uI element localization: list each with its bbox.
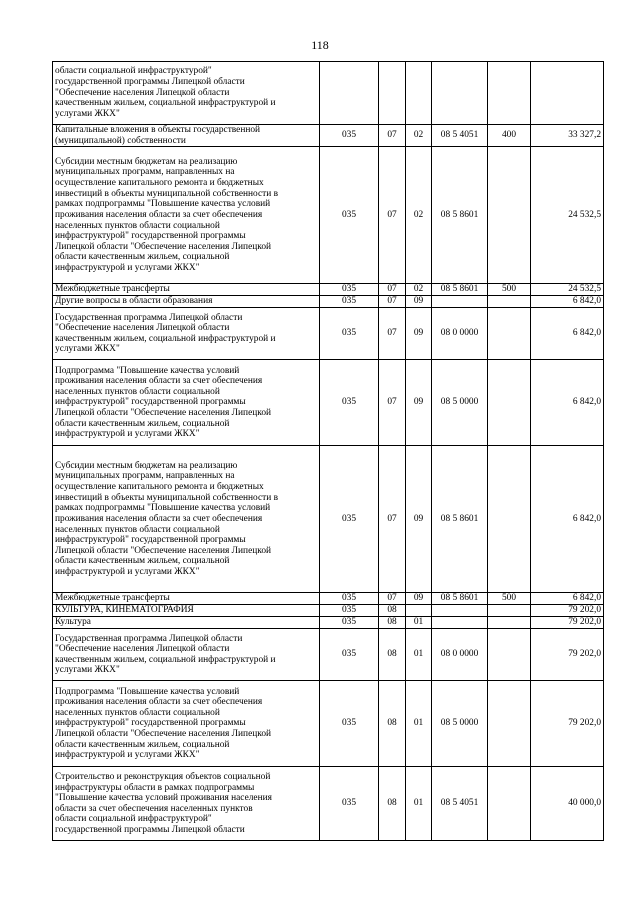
row-target-article: 08 5 4051 [432, 767, 488, 841]
row-expense-type: 400 [488, 125, 531, 147]
row-name: Другие вопросы в области образования [53, 296, 320, 308]
row-subsection: 01 [406, 617, 432, 629]
row-amount: 79 202,0 [531, 617, 604, 629]
row-target-article: 08 5 8601 [432, 147, 488, 284]
row-target-article: 08 5 0000 [432, 681, 488, 767]
row-subsection: 01 [406, 629, 432, 681]
row-target-article [432, 296, 488, 308]
row-amount: 6 842,0 [531, 308, 604, 360]
row-section: 07 [379, 446, 406, 593]
row-section [379, 62, 406, 125]
row-grbs [320, 62, 379, 125]
row-amount: 40 000,0 [531, 767, 604, 841]
table-row [53, 681, 604, 767]
row-subsection [406, 605, 432, 617]
row-expense-type [488, 360, 531, 446]
row-name: Межбюджетные трансферты [53, 593, 320, 605]
row-section: 07 [379, 147, 406, 284]
row-amount: 79 202,0 [531, 681, 604, 767]
row-target-article: 08 5 4051 [432, 125, 488, 147]
row-grbs: 035 [320, 125, 379, 147]
table-row [53, 62, 604, 125]
row-subsection: 01 [406, 681, 432, 767]
budget-table [52, 61, 604, 841]
row-target-article: 08 5 0000 [432, 360, 488, 446]
row-subsection [406, 62, 432, 125]
row-expense-type [488, 605, 531, 617]
row-section: 07 [379, 360, 406, 446]
row-grbs: 035 [320, 605, 379, 617]
row-target-article: 08 5 8601 [432, 446, 488, 593]
table-row [53, 125, 604, 147]
page-number: 118 [311, 38, 329, 52]
row-target-article [432, 62, 488, 125]
row-name: Культура [53, 617, 320, 629]
table-row [53, 308, 604, 360]
row-grbs: 035 [320, 308, 379, 360]
row-subsection: 02 [406, 125, 432, 147]
row-section: 07 [379, 284, 406, 296]
row-expense-type: 500 [488, 284, 531, 296]
row-section: 08 [379, 767, 406, 841]
row-expense-type [488, 629, 531, 681]
row-target-article [432, 617, 488, 629]
row-grbs: 035 [320, 284, 379, 296]
row-section: 07 [379, 125, 406, 147]
row-expense-type [488, 147, 531, 284]
row-name: Подпрограмма "Повышение качества условий проживания населения области за счет обеспечения населенных пунктов области социальной инфраструктурой" государственной программы Липецкой области "Обеспечение населения Липецкой области качественным жильем, социальной инфраструктурой и услугами ЖКХ" [53, 681, 320, 767]
row-target-article: 08 0 0000 [432, 308, 488, 360]
row-amount: 24 532,5 [531, 284, 604, 296]
row-section: 08 [379, 617, 406, 629]
table-row [53, 629, 604, 681]
row-target-article [432, 605, 488, 617]
row-section: 07 [379, 296, 406, 308]
table-row [53, 617, 604, 629]
row-amount: 24 532,5 [531, 147, 604, 284]
row-subsection: 09 [406, 446, 432, 593]
row-subsection: 02 [406, 284, 432, 296]
row-expense-type [488, 296, 531, 308]
row-name: Государственная программа Липецкой области "Обеспечение населения Липецкой области качественным жильем, социальной инфраструктурой и услугами ЖКХ" [53, 629, 320, 681]
table-row [53, 147, 604, 284]
row-amount: 79 202,0 [531, 629, 604, 681]
row-grbs: 035 [320, 360, 379, 446]
row-expense-type [488, 617, 531, 629]
row-expense-type [488, 62, 531, 125]
row-name: КУЛЬТУРА, КИНЕМАТОГРАФИЯ [53, 605, 320, 617]
row-subsection: 09 [406, 593, 432, 605]
table-row [53, 296, 604, 308]
row-grbs: 035 [320, 446, 379, 593]
row-grbs: 035 [320, 147, 379, 284]
row-subsection: 09 [406, 360, 432, 446]
row-grbs: 035 [320, 767, 379, 841]
row-expense-type [488, 681, 531, 767]
row-expense-type [488, 767, 531, 841]
row-name: Субсидии местным бюджетам на реализацию муниципальных программ, направленных на осуществление капитального ремонта и бюджетных инвестиций в объекты муниципальной собственности в рамках подпрограммы "Повышение качества условий проживания населения области за счет обеспечения населенных пунктов области социальной инфраструктурой" государственной программы Липецкой области "Обеспечение населения Липецкой области качественным жильем, социальной инфраструктурой и услугами ЖКХ" [53, 147, 320, 284]
row-target-article: 08 5 8601 [432, 284, 488, 296]
row-subsection: 09 [406, 308, 432, 360]
row-section: 08 [379, 629, 406, 681]
row-amount: 6 842,0 [531, 593, 604, 605]
row-section: 08 [379, 681, 406, 767]
row-expense-type [488, 446, 531, 593]
row-section: 08 [379, 605, 406, 617]
row-name: Строительство и реконструкция объектов социальной инфраструктуры области в рамках подпрограммы "Повышение качества условий проживания населения области за счет обеспечения населенных пунктов области социальной инфраструктурой" государственной программы Липецкой области [53, 767, 320, 841]
row-grbs: 035 [320, 593, 379, 605]
row-name: Капитальные вложения в объекты государственной (муниципальной) собственности [53, 125, 320, 147]
row-target-article: 08 0 0000 [432, 629, 488, 681]
table-row [53, 360, 604, 446]
table-row [53, 767, 604, 841]
row-grbs: 035 [320, 629, 379, 681]
row-section: 07 [379, 593, 406, 605]
table-row [53, 605, 604, 617]
row-subsection: 01 [406, 767, 432, 841]
table-row [53, 284, 604, 296]
row-grbs: 035 [320, 681, 379, 767]
row-amount: 6 842,0 [531, 446, 604, 593]
row-name: Субсидии местным бюджетам на реализацию муниципальных программ, направленных на осуществление капитального ремонта и бюджетных инвестиций в объекты муниципальной собственности в рамках подпрограммы "Повышение качества условий проживания населения области за счет обеспечения населенных пунктов области социальной инфраструктурой" государственной программы Липецкой области "Обеспечение населения Липецкой области качественным жильем, социальной инфраструктурой и услугами ЖКХ" [53, 446, 320, 593]
row-section: 07 [379, 308, 406, 360]
row-name: Государственная программа Липецкой области "Обеспечение населения Липецкой области качественным жильем, социальной инфраструктурой и услугами ЖКХ" [53, 308, 320, 360]
row-grbs: 035 [320, 617, 379, 629]
row-expense-type [488, 308, 531, 360]
row-grbs: 035 [320, 296, 379, 308]
row-amount: 79 202,0 [531, 605, 604, 617]
row-name: области социальной инфраструктурой" государственной программы Липецкой области "Обеспечение населения Липецкой области качественным жильем, социальной инфраструктурой и услугами ЖКХ" [53, 62, 320, 125]
row-expense-type: 500 [488, 593, 531, 605]
row-amount: 6 842,0 [531, 296, 604, 308]
table-row [53, 446, 604, 593]
row-amount: 33 327,2 [531, 125, 604, 147]
row-name: Подпрограмма "Повышение качества условий проживания населения области за счет обеспечения населенных пунктов области социальной инфраструктурой" государственной программы Липецкой области "Обеспечение населения Липецкой области качественным жильем, социальной инфраструктурой и услугами ЖКХ" [53, 360, 320, 446]
row-amount: 6 842,0 [531, 360, 604, 446]
row-subsection: 02 [406, 147, 432, 284]
table-row [53, 593, 604, 605]
row-subsection: 09 [406, 296, 432, 308]
row-name: Межбюджетные трансферты [53, 284, 320, 296]
row-target-article: 08 5 8601 [432, 593, 488, 605]
row-amount [531, 62, 604, 125]
